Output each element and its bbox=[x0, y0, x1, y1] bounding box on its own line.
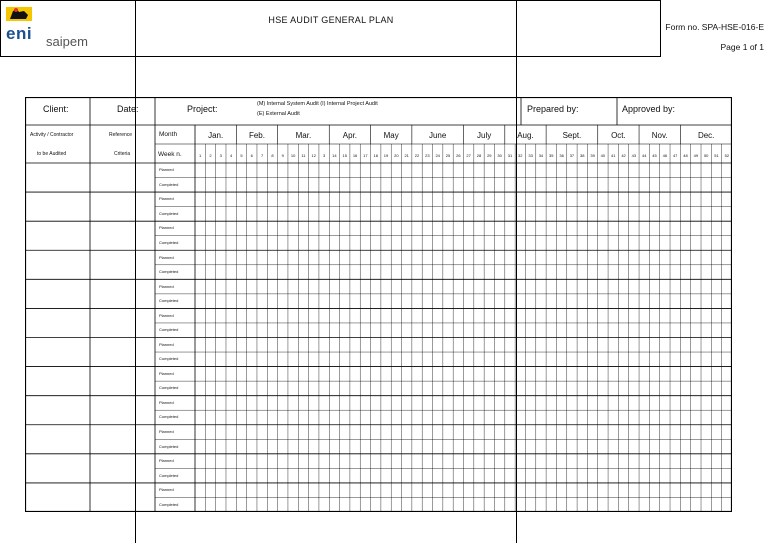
week-number-52: 52 bbox=[724, 153, 730, 158]
week-number-7: 7 bbox=[260, 153, 264, 158]
week-number-44: 44 bbox=[641, 153, 647, 158]
week-number-35: 35 bbox=[549, 153, 554, 158]
week-number-51: 51 bbox=[714, 153, 719, 158]
month-label-1: Feb. bbox=[248, 131, 265, 140]
week-number-14: 14 bbox=[332, 153, 337, 158]
week-number-3: 3 bbox=[219, 153, 222, 158]
week-number-33: 33 bbox=[528, 153, 533, 158]
planned-label: Planned bbox=[159, 370, 174, 376]
activity-header-line1: Activity / Contractor bbox=[30, 132, 74, 138]
week-number-12: 12 bbox=[311, 153, 316, 158]
month-label-7: Aug. bbox=[517, 131, 534, 140]
month-label-2: Mar. bbox=[295, 131, 312, 140]
table-border bbox=[26, 98, 732, 512]
week-number-10: 10 bbox=[290, 153, 296, 158]
completed-label: Completed bbox=[159, 181, 179, 187]
planned-label: Planned bbox=[159, 254, 174, 260]
month-label-0: Jan. bbox=[208, 131, 224, 140]
week-number-28: 28 bbox=[476, 153, 482, 158]
week-number-47: 47 bbox=[672, 153, 678, 158]
month-label-10: Nov. bbox=[651, 131, 668, 140]
completed-label: Completed bbox=[159, 472, 179, 478]
week-number-48: 48 bbox=[683, 153, 688, 158]
week-number-50: 50 bbox=[703, 153, 709, 158]
month-label-9: Oct. bbox=[611, 131, 626, 140]
week-number-5: 5 bbox=[240, 153, 243, 158]
week-number-37: 37 bbox=[569, 153, 575, 158]
completed-label: Completed bbox=[159, 210, 179, 216]
completed-label: Completed bbox=[159, 269, 179, 275]
week-number-4: 4 bbox=[230, 153, 233, 158]
eni-dog-logo-icon bbox=[4, 3, 34, 23]
week-label: Week n. bbox=[158, 151, 182, 158]
planned-label: Planned bbox=[159, 167, 174, 173]
reference-header-line1: Reference bbox=[109, 132, 133, 138]
approved-by-label: Approved by: bbox=[622, 104, 676, 114]
month-label: Month bbox=[159, 131, 178, 138]
project-label: Project: bbox=[187, 104, 218, 114]
week-number-23: 23 bbox=[425, 153, 430, 158]
audit-types-line1: (M) Internal System Audit (I) Internal Project Audit bbox=[257, 101, 378, 107]
week-number-42: 42 bbox=[621, 153, 626, 158]
form-header bbox=[0, 0, 764, 57]
table-gridlines bbox=[25, 97, 732, 512]
planned-label: Planned bbox=[159, 458, 174, 464]
week-number-9: 9 bbox=[281, 153, 284, 158]
completed-label: Completed bbox=[159, 414, 179, 420]
completed-label: Completed bbox=[159, 327, 179, 333]
week-number-11: 11 bbox=[301, 153, 306, 158]
date-label: Date: bbox=[117, 104, 139, 114]
planned-label: Planned bbox=[159, 399, 174, 405]
month-label-6: July bbox=[477, 131, 492, 140]
week-number-38: 38 bbox=[580, 153, 585, 158]
client-label: Client: bbox=[43, 104, 69, 114]
week-number-34: 34 bbox=[538, 153, 544, 158]
week-number-6: 6 bbox=[250, 153, 253, 158]
week-number-39: 39 bbox=[590, 153, 595, 158]
week-number-40: 40 bbox=[600, 153, 606, 158]
activity-header-line2: to be Audited bbox=[37, 151, 67, 157]
week-number-20: 20 bbox=[394, 153, 399, 158]
audit-types-line2: (E) External Audit bbox=[257, 111, 300, 117]
week-number-21: 21 bbox=[404, 153, 409, 158]
document-title: HSE AUDIT GENERAL PLAN bbox=[268, 15, 394, 25]
week-number-8: 8 bbox=[271, 153, 274, 158]
week-number-36: 36 bbox=[559, 153, 564, 158]
completed-label: Completed bbox=[159, 501, 179, 507]
completed-label: Completed bbox=[159, 443, 179, 449]
week-number-29: 29 bbox=[487, 153, 492, 158]
week-number-27: 27 bbox=[466, 153, 471, 158]
week-number-25: 25 bbox=[445, 153, 451, 158]
week-number-19: 19 bbox=[383, 153, 389, 158]
week-number-26: 26 bbox=[456, 153, 461, 158]
month-label-11: Dec. bbox=[697, 131, 715, 140]
week-number-22: 22 bbox=[414, 153, 420, 158]
form-number: Form no. SPA-HSE-016-E bbox=[665, 22, 764, 32]
week-number-13: 3 bbox=[322, 153, 326, 158]
saipem-logo-text: saipem bbox=[46, 34, 88, 49]
week-number-32: 32 bbox=[518, 153, 523, 158]
week-number-31: 31 bbox=[507, 153, 513, 158]
month-label-8: Sept. bbox=[562, 131, 582, 140]
planned-label: Planned bbox=[159, 312, 174, 318]
week-number-18: 18 bbox=[373, 153, 378, 158]
eni-logo-text: eni bbox=[6, 24, 33, 43]
completed-label: Completed bbox=[159, 356, 179, 362]
week-number-49: 49 bbox=[693, 153, 699, 158]
week-number-1: 1 bbox=[199, 153, 202, 158]
week-number-30: 30 bbox=[497, 153, 502, 158]
reference-header-line2: Criteria bbox=[114, 151, 131, 157]
planned-label: Planned bbox=[159, 225, 174, 231]
week-number-46: 46 bbox=[662, 153, 668, 158]
planned-label: Planned bbox=[159, 341, 174, 347]
planned-label: Planned bbox=[159, 487, 174, 493]
completed-label: Completed bbox=[159, 298, 179, 304]
week-number-45: 45 bbox=[652, 153, 657, 158]
planned-label: Planned bbox=[159, 429, 174, 435]
planned-label: Planned bbox=[159, 283, 174, 289]
page-number: Page 1 of 1 bbox=[720, 42, 764, 52]
month-label-4: May bbox=[383, 131, 399, 140]
prepared-by-label: Prepared by: bbox=[527, 104, 579, 114]
week-number-17: 17 bbox=[363, 153, 368, 158]
audit-plan-table bbox=[25, 97, 732, 512]
week-number-16: 16 bbox=[352, 153, 358, 158]
week-number-43: 43 bbox=[631, 153, 637, 158]
week-number-41: 41 bbox=[610, 153, 616, 158]
week-number-24: 24 bbox=[435, 153, 440, 158]
week-number-15: 15 bbox=[342, 153, 347, 158]
week-number-2: 2 bbox=[209, 153, 212, 158]
month-label-3: Apr. bbox=[342, 131, 358, 140]
planned-label: Planned bbox=[159, 196, 174, 202]
month-label-5: June bbox=[428, 131, 447, 140]
completed-label: Completed bbox=[159, 239, 179, 245]
completed-label: Completed bbox=[159, 385, 179, 391]
